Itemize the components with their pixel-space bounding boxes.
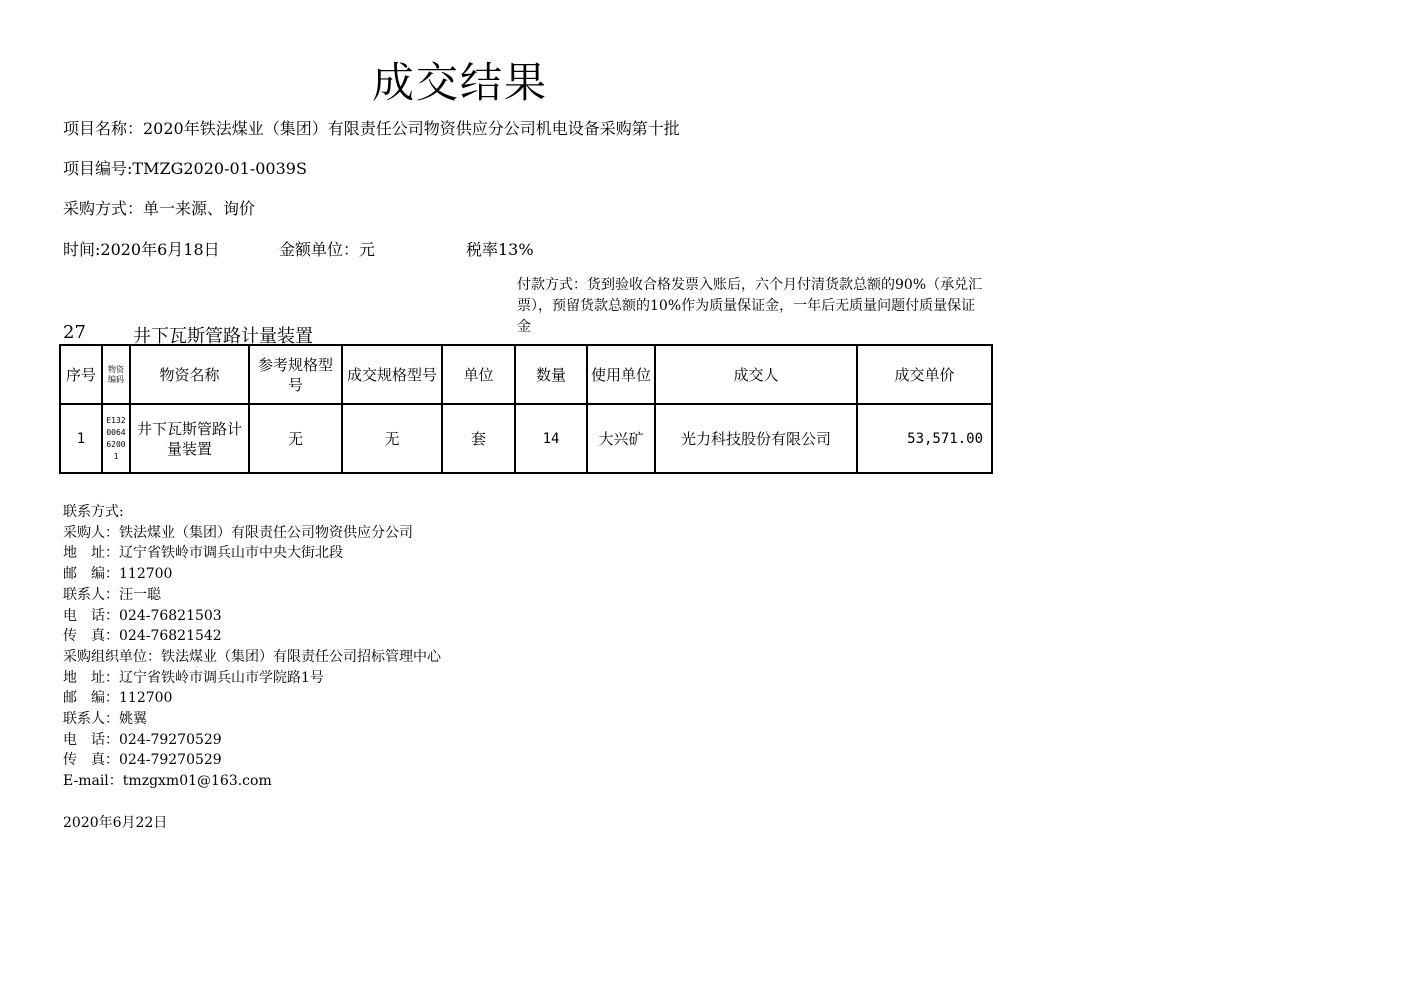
payment-terms: 付款方式：货到验收合格发票入账后，六个月付清货款总额的90%（承兑汇票），预留货款总额的10%作为质量保证金，一年后无质量问题付质量保证金 xyxy=(517,277,983,335)
tax-rate: 税率13% xyxy=(466,240,534,259)
cell-price: 53,571.00 xyxy=(857,404,992,473)
section-number: 27 xyxy=(63,322,86,343)
page-title: 成交结果 xyxy=(372,58,549,107)
header-deal-spec: 成交规格型号 xyxy=(342,345,442,404)
table-row xyxy=(60,404,992,473)
cell-seq: 1 xyxy=(60,404,102,473)
header-ref-spec: 参考规格型号 xyxy=(249,345,342,404)
header-unit: 单位 xyxy=(442,345,515,404)
email: E-mail：tmzgxm01@163.com xyxy=(63,773,272,790)
agency-address: 地 址：辽宁省铁岭市调兵山市学院路1号 xyxy=(63,669,324,686)
cell-deal-spec: 无 xyxy=(342,404,442,473)
procurement-method: 采购方式：单一来源、询价 xyxy=(63,199,256,218)
purchaser-address: 地 址：辽宁省铁岭市调兵山市中央大街北段 xyxy=(63,545,343,562)
contact-info xyxy=(63,502,441,792)
purchaser-contact: 联系人：汪一聪 xyxy=(63,586,161,603)
agency-postcode: 邮 编：112700 xyxy=(63,690,173,707)
cell-code: E13200646200 1 xyxy=(102,404,130,473)
cell-user-unit: 大兴矿 xyxy=(587,404,655,473)
currency-unit: 金额单位：元 xyxy=(279,240,376,259)
header-price: 成交单价 xyxy=(857,345,992,404)
agency-phone: 电 话：024-79270529 xyxy=(63,731,222,748)
purchaser: 采购人：铁法煤业（集团）有限责任公司物资供应分公司 xyxy=(63,524,413,541)
header-qty: 数量 xyxy=(515,345,587,404)
project-name: 项目名称：2020年铁法煤业（集团）有限责任公司物资供应分公司机电设备采购第十批 xyxy=(63,119,680,138)
purchaser-phone: 电 话：024-76821503 xyxy=(63,607,222,624)
header-winner: 成交人 xyxy=(655,345,857,404)
header-code: 物资编码 xyxy=(102,345,130,404)
cell-ref-spec: 无 xyxy=(249,404,342,473)
result-table xyxy=(59,344,993,474)
project-code: 项目编号:TMZG2020-01-0039S xyxy=(63,159,307,178)
cell-qty: 14 xyxy=(515,404,587,473)
cell-winner: 光力科技股份有限公司 xyxy=(655,404,857,473)
cell-name: 井下瓦斯管路计量装置 xyxy=(130,404,249,473)
header-seq: 序号 xyxy=(60,345,102,404)
agency-fax: 传 真：024-79270529 xyxy=(63,752,222,769)
header-user-unit: 使用单位 xyxy=(587,345,655,404)
section-name: 井下瓦斯管路计量装置 xyxy=(133,326,313,347)
agency-contact: 联系人：姚翼 xyxy=(63,711,147,728)
issue-date: 2020年6月22日 xyxy=(63,815,168,831)
agency: 采购组织单位：铁法煤业（集团）有限责任公司招标管理中心 xyxy=(63,648,441,665)
contacts-heading: 联系方式: xyxy=(63,504,124,520)
purchaser-postcode: 邮 编：112700 xyxy=(63,566,173,583)
purchaser-fax: 传 真：024-76821542 xyxy=(63,628,222,645)
table-header-row xyxy=(60,345,992,404)
time: 时间:2020年6月18日 xyxy=(63,240,220,259)
cell-unit: 套 xyxy=(442,404,515,473)
header-name: 物资名称 xyxy=(130,345,249,404)
